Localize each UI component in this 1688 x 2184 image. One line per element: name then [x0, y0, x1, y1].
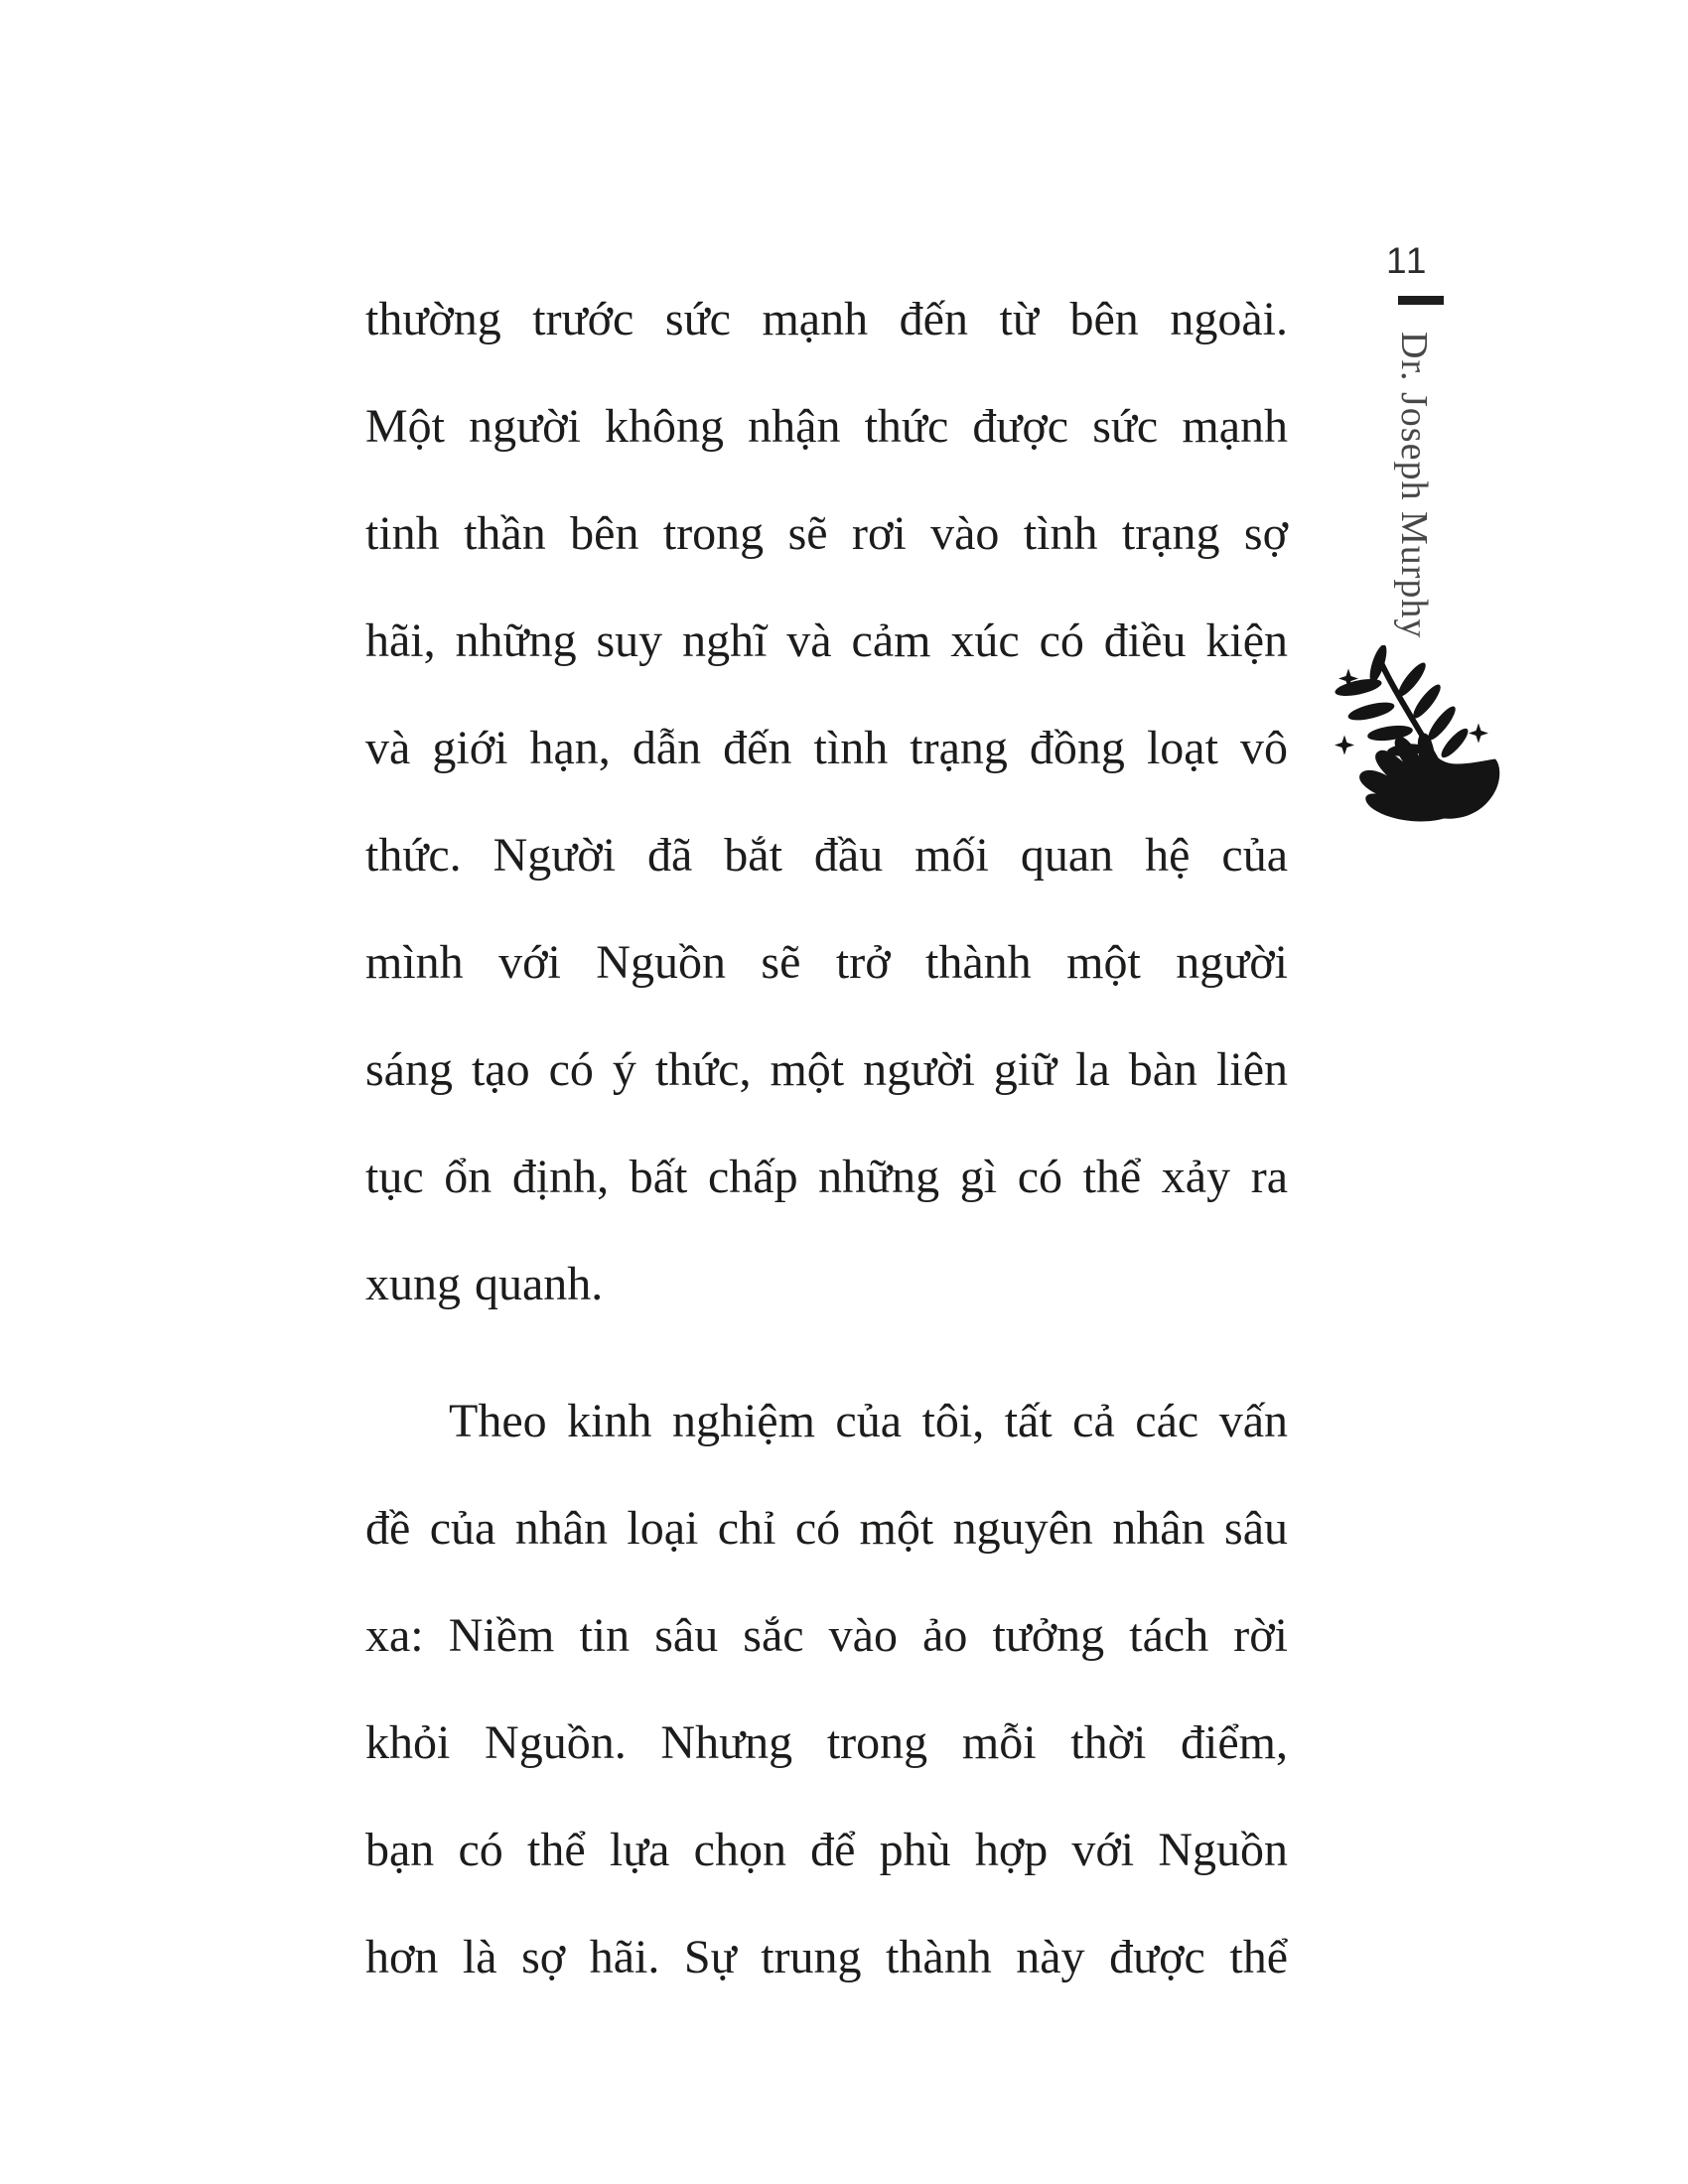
text-line: hãi, những suy nghĩ và cảm xúc có điều kiện [365, 614, 1288, 667]
page-number: 11 [1386, 240, 1429, 281]
text-line: thức. Người đã bắt đầu mối quan hệ của [365, 829, 1288, 882]
text-line: xa: Niềm tin sâu sắc vào ảo tưởng tách rời [365, 1609, 1288, 1662]
text-line: Theo kinh nghiệm của tôi, tất cả các vấn [449, 1395, 1288, 1447]
text-line: tinh thần bên trong sẽ rơi vào tình trạng sợ [365, 507, 1288, 560]
text-line: đề của nhân loại chỉ có một nguyên nhân sâu [365, 1502, 1288, 1555]
hand-branch-illustration [1327, 645, 1525, 849]
text-line: tục ổn định, bất chấp những gì có thể xảy ra [365, 1151, 1288, 1203]
text-line: hơn là sợ hãi. Sự trung thành này được thể [365, 1931, 1288, 1983]
author-name-vertical: Dr. Joseph Murphy [1393, 332, 1435, 639]
text-line: bạn có thể lựa chọn để phù hợp với Nguồn [365, 1824, 1288, 1876]
text-line: thường trước sức mạnh đến từ bên ngoài. [365, 293, 1288, 345]
text-line: sáng tạo có ý thức, một người giữ la bàn liên [365, 1043, 1288, 1096]
body-text [365, 266, 1288, 2011]
text-line: xung quanh. [365, 1258, 604, 1310]
text-line: mình với Nguồn sẽ trở thành một người [365, 936, 1288, 989]
text-line: khỏi Nguồn. Nhưng trong mỗi thời điểm, [365, 1716, 1288, 1769]
text-line: Một người không nhận thức được sức mạnh [365, 400, 1288, 453]
page-number-divider [1398, 296, 1444, 305]
text-line: và giới hạn, dẫn đến tình trạng đồng loạt vô [365, 722, 1288, 774]
hand-icon [1359, 734, 1499, 822]
